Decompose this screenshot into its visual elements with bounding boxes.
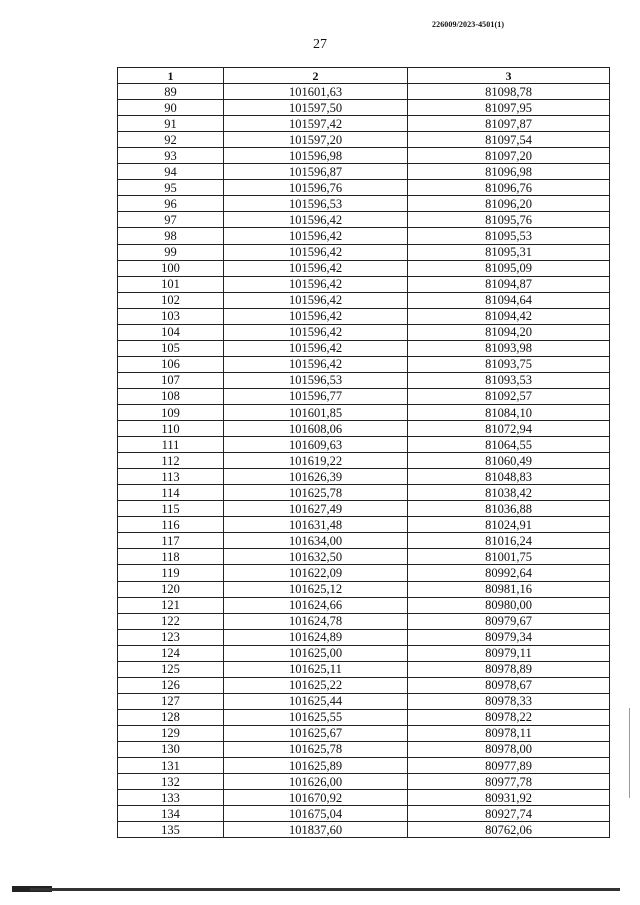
table-row [118, 485, 610, 501]
y-coordinate-cell: 81038,42 [408, 485, 610, 501]
x-coordinate-cell: 101627,49 [224, 501, 408, 517]
column-header: 3 [408, 68, 610, 84]
y-coordinate-cell: 80978,89 [408, 661, 610, 677]
x-coordinate-cell: 101634,00 [224, 533, 408, 549]
point-number-cell: 121 [118, 597, 224, 613]
x-coordinate-cell: 101626,00 [224, 774, 408, 790]
table-row [118, 581, 610, 597]
point-number-cell: 108 [118, 388, 224, 404]
table-row [118, 501, 610, 517]
point-number-cell: 126 [118, 677, 224, 693]
table-row [118, 180, 610, 196]
x-coordinate-cell: 101625,44 [224, 693, 408, 709]
x-coordinate-cell: 101625,78 [224, 741, 408, 757]
y-coordinate-cell: 81095,09 [408, 260, 610, 276]
point-number-cell: 123 [118, 629, 224, 645]
y-coordinate-cell: 80978,67 [408, 677, 610, 693]
y-coordinate-cell: 81016,24 [408, 533, 610, 549]
y-coordinate-cell: 80992,64 [408, 565, 610, 581]
table-row [118, 437, 610, 453]
x-coordinate-cell: 101837,60 [224, 822, 408, 838]
table-row [118, 790, 610, 806]
y-coordinate-cell: 81096,98 [408, 164, 610, 180]
point-number-cell: 114 [118, 485, 224, 501]
table-row [118, 549, 610, 565]
table-row [118, 388, 610, 404]
table-row [118, 725, 610, 741]
x-coordinate-cell: 101622,09 [224, 565, 408, 581]
point-number-cell: 129 [118, 725, 224, 741]
x-coordinate-cell: 101596,42 [224, 228, 408, 244]
table-row [118, 758, 610, 774]
table-row [118, 324, 610, 340]
x-coordinate-cell: 101625,67 [224, 725, 408, 741]
y-coordinate-cell: 80979,67 [408, 613, 610, 629]
point-number-cell: 133 [118, 790, 224, 806]
coordinates-table [117, 67, 610, 838]
point-number-cell: 94 [118, 164, 224, 180]
point-number-cell: 128 [118, 709, 224, 725]
table-row [118, 469, 610, 485]
x-coordinate-cell: 101625,12 [224, 581, 408, 597]
y-coordinate-cell: 81094,20 [408, 324, 610, 340]
table-row [118, 244, 610, 260]
y-coordinate-cell: 81001,75 [408, 549, 610, 565]
table-row [118, 741, 610, 757]
point-number-cell: 107 [118, 372, 224, 388]
x-coordinate-cell: 101625,00 [224, 645, 408, 661]
y-coordinate-cell: 80979,11 [408, 645, 610, 661]
point-number-cell: 113 [118, 469, 224, 485]
table-row [118, 132, 610, 148]
y-coordinate-cell: 80980,00 [408, 597, 610, 613]
point-number-cell: 122 [118, 613, 224, 629]
point-number-cell: 99 [118, 244, 224, 260]
x-coordinate-cell: 101632,50 [224, 549, 408, 565]
point-number-cell: 135 [118, 822, 224, 838]
y-coordinate-cell: 80978,00 [408, 741, 610, 757]
table-row [118, 693, 610, 709]
point-number-cell: 96 [118, 196, 224, 212]
x-coordinate-cell: 101625,55 [224, 709, 408, 725]
point-number-cell: 104 [118, 324, 224, 340]
table-row [118, 806, 610, 822]
point-number-cell: 103 [118, 308, 224, 324]
margin-mark [629, 708, 630, 798]
point-number-cell: 97 [118, 212, 224, 228]
point-number-cell: 134 [118, 806, 224, 822]
x-coordinate-cell: 101596,42 [224, 324, 408, 340]
table-row [118, 164, 610, 180]
y-coordinate-cell: 81094,87 [408, 276, 610, 292]
y-coordinate-cell: 81095,31 [408, 244, 610, 260]
table-row [118, 148, 610, 164]
x-coordinate-cell: 101608,06 [224, 421, 408, 437]
y-coordinate-cell: 81093,75 [408, 356, 610, 372]
point-number-cell: 110 [118, 421, 224, 437]
y-coordinate-cell: 81048,83 [408, 469, 610, 485]
table-header-row [118, 68, 610, 84]
x-coordinate-cell: 101670,92 [224, 790, 408, 806]
point-number-cell: 102 [118, 292, 224, 308]
x-coordinate-cell: 101596,42 [224, 244, 408, 260]
point-number-cell: 92 [118, 132, 224, 148]
x-coordinate-cell: 101596,87 [224, 164, 408, 180]
point-number-cell: 91 [118, 116, 224, 132]
x-coordinate-cell: 101675,04 [224, 806, 408, 822]
x-coordinate-cell: 101596,76 [224, 180, 408, 196]
x-coordinate-cell: 101624,66 [224, 597, 408, 613]
y-coordinate-cell: 81092,57 [408, 388, 610, 404]
x-coordinate-cell: 101625,22 [224, 677, 408, 693]
table-row [118, 276, 610, 292]
page-number: 27 [313, 37, 327, 52]
x-coordinate-cell: 101601,63 [224, 84, 408, 100]
point-number-cell: 125 [118, 661, 224, 677]
x-coordinate-cell: 101596,42 [224, 212, 408, 228]
point-number-cell: 132 [118, 774, 224, 790]
x-coordinate-cell: 101596,42 [224, 276, 408, 292]
x-coordinate-cell: 101625,78 [224, 485, 408, 501]
column-header: 1 [118, 68, 224, 84]
table-row [118, 308, 610, 324]
table-row [118, 533, 610, 549]
x-coordinate-cell: 101624,78 [224, 613, 408, 629]
table-body [118, 84, 610, 838]
y-coordinate-cell: 81094,64 [408, 292, 610, 308]
y-coordinate-cell: 80978,33 [408, 693, 610, 709]
table-row [118, 822, 610, 838]
table-row [118, 404, 610, 420]
table-row [118, 260, 610, 276]
table-row [118, 613, 610, 629]
y-coordinate-cell: 81093,53 [408, 372, 610, 388]
table-row [118, 196, 610, 212]
point-number-cell: 111 [118, 437, 224, 453]
point-number-cell: 127 [118, 693, 224, 709]
x-coordinate-cell: 101631,48 [224, 517, 408, 533]
table-row [118, 774, 610, 790]
x-coordinate-cell: 101596,77 [224, 388, 408, 404]
point-number-cell: 105 [118, 340, 224, 356]
y-coordinate-cell: 81094,42 [408, 308, 610, 324]
x-coordinate-cell: 101597,50 [224, 100, 408, 116]
y-coordinate-cell: 81097,20 [408, 148, 610, 164]
point-number-cell: 100 [118, 260, 224, 276]
x-coordinate-cell: 101596,98 [224, 148, 408, 164]
y-coordinate-cell: 81093,98 [408, 340, 610, 356]
table-row [118, 597, 610, 613]
y-coordinate-cell: 80981,16 [408, 581, 610, 597]
x-coordinate-cell: 101596,42 [224, 308, 408, 324]
point-number-cell: 89 [118, 84, 224, 100]
x-coordinate-cell: 101625,89 [224, 758, 408, 774]
y-coordinate-cell: 80977,89 [408, 758, 610, 774]
table-row [118, 517, 610, 533]
table-row [118, 453, 610, 469]
point-number-cell: 101 [118, 276, 224, 292]
x-coordinate-cell: 101624,89 [224, 629, 408, 645]
table-row [118, 84, 610, 100]
y-coordinate-cell: 80978,11 [408, 725, 610, 741]
y-coordinate-cell: 81060,49 [408, 453, 610, 469]
y-coordinate-cell: 81098,78 [408, 84, 610, 100]
point-number-cell: 112 [118, 453, 224, 469]
x-coordinate-cell: 101596,53 [224, 196, 408, 212]
table-row [118, 421, 610, 437]
y-coordinate-cell: 81064,55 [408, 437, 610, 453]
point-number-cell: 98 [118, 228, 224, 244]
y-coordinate-cell: 81097,54 [408, 132, 610, 148]
point-number-cell: 118 [118, 549, 224, 565]
y-coordinate-cell: 81024,91 [408, 517, 610, 533]
point-number-cell: 130 [118, 741, 224, 757]
y-coordinate-cell: 81036,88 [408, 501, 610, 517]
table-row [118, 292, 610, 308]
point-number-cell: 109 [118, 404, 224, 420]
table-row [118, 228, 610, 244]
x-coordinate-cell: 101596,42 [224, 340, 408, 356]
y-coordinate-cell: 81095,53 [408, 228, 610, 244]
point-number-cell: 95 [118, 180, 224, 196]
x-coordinate-cell: 101597,42 [224, 116, 408, 132]
table-row [118, 645, 610, 661]
x-coordinate-cell: 101601,85 [224, 404, 408, 420]
point-number-cell: 120 [118, 581, 224, 597]
y-coordinate-cell: 80762,06 [408, 822, 610, 838]
y-coordinate-cell: 80927,74 [408, 806, 610, 822]
table-row [118, 661, 610, 677]
y-coordinate-cell: 81097,87 [408, 116, 610, 132]
x-coordinate-cell: 101625,11 [224, 661, 408, 677]
x-coordinate-cell: 101596,42 [224, 356, 408, 372]
y-coordinate-cell: 80977,78 [408, 774, 610, 790]
table-row [118, 677, 610, 693]
y-coordinate-cell: 81096,20 [408, 196, 610, 212]
table-row [118, 340, 610, 356]
column-header: 2 [224, 68, 408, 84]
footer-rule [30, 888, 620, 891]
table-row [118, 565, 610, 581]
x-coordinate-cell: 101596,42 [224, 260, 408, 276]
table-row [118, 212, 610, 228]
x-coordinate-cell: 101597,20 [224, 132, 408, 148]
y-coordinate-cell: 81072,94 [408, 421, 610, 437]
point-number-cell: 124 [118, 645, 224, 661]
point-number-cell: 90 [118, 100, 224, 116]
table-row [118, 100, 610, 116]
y-coordinate-cell: 80931,92 [408, 790, 610, 806]
table-row [118, 709, 610, 725]
x-coordinate-cell: 101626,39 [224, 469, 408, 485]
point-number-cell: 116 [118, 517, 224, 533]
x-coordinate-cell: 101596,53 [224, 372, 408, 388]
x-coordinate-cell: 101609,63 [224, 437, 408, 453]
point-number-cell: 119 [118, 565, 224, 581]
point-number-cell: 106 [118, 356, 224, 372]
table-row [118, 372, 610, 388]
y-coordinate-cell: 81097,95 [408, 100, 610, 116]
document-id: 226009/2023-4501(1) [432, 20, 505, 29]
table-row [118, 629, 610, 645]
x-coordinate-cell: 101619,22 [224, 453, 408, 469]
point-number-cell: 131 [118, 758, 224, 774]
point-number-cell: 115 [118, 501, 224, 517]
table-row [118, 356, 610, 372]
table-row [118, 116, 610, 132]
y-coordinate-cell: 80979,34 [408, 629, 610, 645]
point-number-cell: 117 [118, 533, 224, 549]
x-coordinate-cell: 101596,42 [224, 292, 408, 308]
y-coordinate-cell: 81095,76 [408, 212, 610, 228]
y-coordinate-cell: 81084,10 [408, 404, 610, 420]
point-number-cell: 93 [118, 148, 224, 164]
y-coordinate-cell: 81096,76 [408, 180, 610, 196]
y-coordinate-cell: 80978,22 [408, 709, 610, 725]
